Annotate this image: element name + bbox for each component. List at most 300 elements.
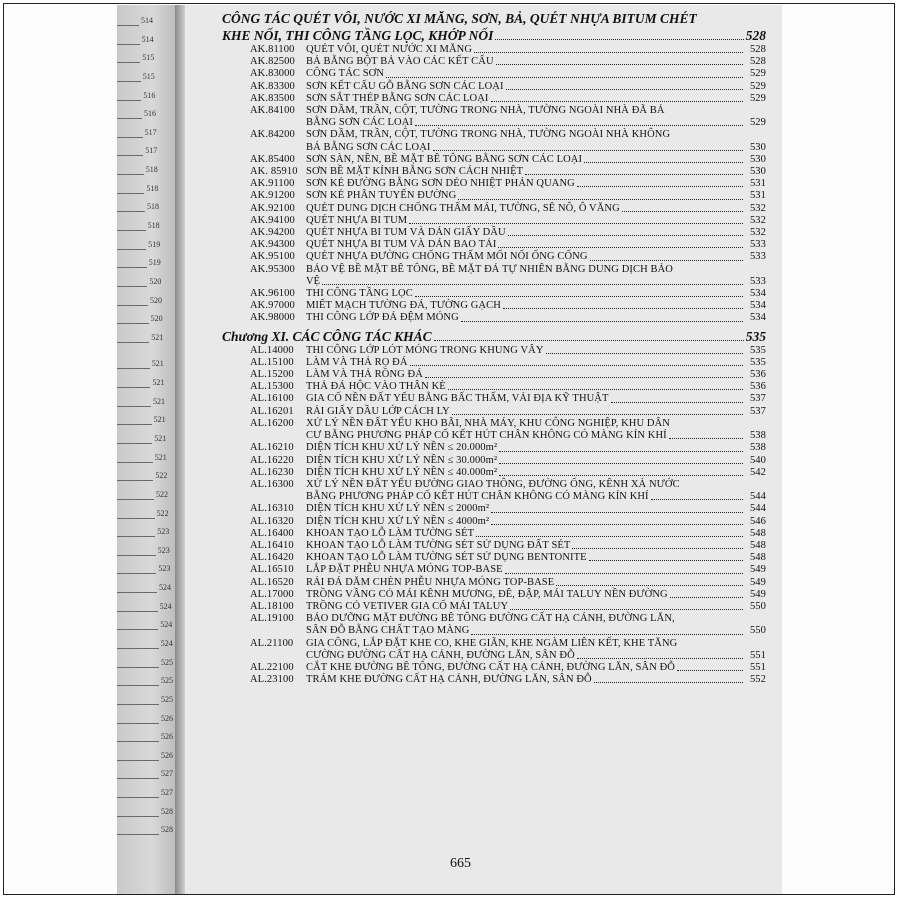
margin-page-number: 521 <box>154 452 167 462</box>
entry-code: AK.98000 <box>250 312 295 324</box>
entry-page: 536 <box>749 369 766 381</box>
entry-text: CƯỜNG ĐƯỜNG CẤT HẠ CÁNH, ĐƯỜNG LĂN, SÂN ĐỖ <box>306 649 575 661</box>
margin-page-number: 525 <box>161 694 173 704</box>
leader-dots <box>476 536 743 537</box>
entry-page: 552 <box>749 674 766 686</box>
margin-leader <box>117 174 144 175</box>
margin-leader <box>117 723 159 724</box>
margin-page-number: 526 <box>161 750 173 760</box>
margin-leader <box>117 81 141 82</box>
entry-code: AL.16230 <box>250 466 294 478</box>
entry-text: QUÉT NHỰA BI TUM <box>306 214 408 226</box>
leader-dots <box>577 186 743 187</box>
entry-page: 551 <box>749 649 766 661</box>
margin-page-number: 523 <box>157 527 170 537</box>
entry-text: DIỆN TÍCH KHU XỬ LÝ NỀN ≤ 2000m² <box>306 503 490 515</box>
entry-page: 529 <box>749 68 766 80</box>
entry-text: BẰNG SƠN CÁC LOẠI <box>306 117 413 129</box>
entry-page: 549 <box>749 564 766 576</box>
entry-page: 548 <box>749 552 766 564</box>
entry-text: LẮP ĐẶT PHỄU NHỰA MÓNG TOP-BASE <box>306 564 503 576</box>
leader-dots <box>510 609 743 610</box>
entry-page: 533 <box>749 275 766 287</box>
entry-page: 540 <box>749 454 766 466</box>
toc-entry <box>250 154 766 166</box>
toc-entry <box>250 393 766 405</box>
entry-code: AL.22100 <box>250 661 294 673</box>
entry-code: AL.16201 <box>250 405 294 417</box>
toc-entry <box>250 227 766 239</box>
toc-entry <box>250 129 766 153</box>
entry-text: KHOAN TẠO LỖ LÀM TƯỜNG SÉT SỬ DỤNG BENTONITE <box>306 552 587 564</box>
leader-dots <box>461 321 743 322</box>
entry-page: 535 <box>749 344 766 356</box>
entry-text: SƠN SÀN, NỀN, BỀ MẶT BÊ TÔNG BẰNG SƠN CÁC LOẠI <box>306 153 583 165</box>
section-heading-line2 <box>222 27 766 44</box>
entry-code: AL.16300 <box>250 478 294 490</box>
toc-entry <box>250 662 766 674</box>
margin-leader <box>117 118 142 119</box>
margin-page-number: 514 <box>141 34 154 44</box>
entry-text: BẢ BẰNG BỘT BẢ VÀO CÁC KẾT CẤU <box>306 56 494 68</box>
margin-page-number: 516 <box>144 109 156 119</box>
entry-page: 536 <box>749 381 766 393</box>
entry-text: THI CÔNG LỚP ĐÁ ĐỆM MÓNG <box>306 312 459 324</box>
chapter-heading <box>222 328 766 345</box>
entry-code: AL.18100 <box>250 600 294 612</box>
margin-page-number: 518 <box>147 202 159 212</box>
entry-page: 529 <box>749 80 766 92</box>
toc-entry <box>250 442 766 454</box>
entry-page: 534 <box>749 288 766 300</box>
entry-text: QUÉT DUNG DỊCH CHỐNG THẤM MÁI, TƯỜNG, SÊ NÔ, Ô VĂNG <box>306 202 620 214</box>
toc-entry <box>250 369 766 381</box>
leader-dots <box>584 162 743 163</box>
entry-page: 550 <box>749 625 766 637</box>
margin-page-number: 515 <box>142 71 155 81</box>
margin-leader <box>117 741 159 742</box>
entry-code: AL.16210 <box>250 442 294 454</box>
leader-dots <box>452 414 743 415</box>
entry-text: CƯ BẰNG PHƯƠNG PHÁP CỐ KẾT HÚT CHÂN KHÔNG CÓ MÀNG KÍN KHÍ <box>306 430 667 442</box>
entry-page: 548 <box>749 539 766 551</box>
entry-text: QUÉT VÔI, QUÉT NƯỚC XI MĂNG <box>306 44 473 55</box>
entry-code: AK.96100 <box>250 288 295 300</box>
entry-text: MIẾT MẠCH TƯỜNG ĐÁ, TƯỜNG GẠCH <box>306 300 501 312</box>
margin-page-number: 524 <box>159 583 171 593</box>
entry-text: THI CÔNG TẦNG LỌC <box>306 288 413 300</box>
toc-entry <box>250 467 766 479</box>
margin-leader <box>117 230 146 231</box>
entry-text: SƠN KẺ ĐƯỜNG BẰNG SƠN DẺO NHIỆT PHẢN QUANG <box>306 178 575 190</box>
margin-page-number: 521 <box>153 415 166 425</box>
margin-page-number: 521 <box>151 359 164 369</box>
margin-leader <box>117 342 149 343</box>
margin-leader <box>117 834 159 835</box>
entry-text: DIỆN TÍCH KHU XỬ LÝ NỀN ≤ 20.000m² <box>306 442 498 454</box>
margin-page-number: 520 <box>150 314 163 324</box>
toc-entry <box>250 178 766 190</box>
entry-page: 538 <box>749 442 766 454</box>
entry-code: AK.94200 <box>250 227 295 239</box>
entry-code: AL.16400 <box>250 527 294 539</box>
entry-code: AK.95100 <box>250 251 295 263</box>
margin-leader <box>117 211 145 212</box>
chapter-entries <box>250 345 766 687</box>
margin-leader <box>117 685 159 686</box>
margin-leader <box>117 629 158 630</box>
margin-page-number: 521 <box>154 434 167 443</box>
leader-dots <box>622 211 743 212</box>
margin-page-number: 528 <box>161 806 173 816</box>
leader-dots <box>499 451 743 452</box>
margin-leader <box>117 592 157 593</box>
margin-leader <box>117 267 147 268</box>
toc-entry <box>250 68 766 80</box>
entry-page: 549 <box>749 576 766 588</box>
leader-dots <box>594 682 743 683</box>
margin-page-number: 522 <box>155 471 168 481</box>
leader-dots <box>499 475 743 476</box>
toc-entry <box>250 56 766 68</box>
entry-text: QUÉT NHỰA ĐƯỜNG CHỐNG THẤM MỐI NỐI ỐNG CỐNG <box>306 251 588 263</box>
margin-leader <box>117 44 140 45</box>
entry-code: AL.16510 <box>250 564 294 576</box>
entry-page: 529 <box>749 117 766 129</box>
leader-dots <box>611 402 743 403</box>
entry-page: 531 <box>749 190 766 202</box>
entry-text: TRỒNG CỎ VETIVER GIA CỐ MÁI TALUY <box>306 600 509 612</box>
margin-leader <box>117 25 139 26</box>
entry-text: KHOAN TẠO LỖ LÀM TƯỜNG SÉT <box>306 527 475 539</box>
leader-dots <box>491 101 744 102</box>
entry-page: 546 <box>749 515 766 527</box>
entry-text: QUÉT NHỰA BI TUM VÀ DÁN GIẤY DẦU <box>306 227 506 239</box>
entry-code: AL.16220 <box>250 454 294 466</box>
entry-text: SƠN SẮT THÉP BẰNG SƠN CÁC LOẠI <box>306 92 489 104</box>
margin-leader <box>117 368 150 369</box>
leader-dots <box>498 247 743 248</box>
toc-entry <box>250 215 766 227</box>
leader-dots <box>506 89 743 90</box>
entry-page: 544 <box>749 491 766 503</box>
margin-leader <box>117 424 152 425</box>
margin-leader <box>117 286 147 287</box>
entry-text: SƠN DẦM, TRẦN, CỘT, TƯỜNG TRONG NHÀ, TƯỜNG NGOÀI NHÀ ĐÃ BẢ <box>306 105 665 117</box>
entry-text: XỬ LÝ NỀN ĐẤT YẾU ĐƯỜNG GIAO THÔNG, ĐƯỜNG ỐNG, KÊNH XẢ NƯỚC <box>306 478 680 490</box>
margin-leader <box>117 462 153 463</box>
margin-leader <box>117 406 151 407</box>
entry-text: BẢO DƯỠNG MẶT ĐƯỜNG BÊ TÔNG ĐƯỜNG CẤT HẠ CÁNH, ĐƯỜNG LĂN, <box>306 613 675 625</box>
entry-page: 530 <box>749 153 766 165</box>
entry-code: AL.16420 <box>250 552 294 564</box>
toc-entry <box>250 44 766 56</box>
leader-dots <box>386 77 743 78</box>
section-heading: CÔNG TÁC QUÉT VÔI, NƯỚC XI MĂNG, SƠN, BẢ, QUÉT NHỰA BITUM CHÉT <box>222 11 697 26</box>
entry-code: AK.83000 <box>250 68 295 80</box>
entry-page: 548 <box>749 527 766 539</box>
entry-code: AL.16200 <box>250 417 294 429</box>
margin-leader <box>117 249 146 250</box>
entry-page: 533 <box>749 251 766 263</box>
right-background <box>782 5 894 894</box>
toc-entry <box>250 406 766 418</box>
entry-text: SƠN BỀ MẶT KÍNH BẰNG SƠN CÁCH NHIỆT <box>306 166 524 178</box>
entry-code: AK.97000 <box>250 300 295 312</box>
entry-text: QUÉT NHỰA BI TUM VÀ DÁN BAO TẢI <box>306 239 497 251</box>
margin-leader <box>117 573 156 574</box>
toc-entry <box>250 674 766 686</box>
toc-entry <box>250 203 766 215</box>
margin-leader <box>117 443 152 444</box>
previous-page-edge <box>117 5 175 894</box>
margin-page-number: 520 <box>150 295 162 305</box>
margin-page-number: 524 <box>160 620 173 630</box>
entry-page: 532 <box>749 214 766 226</box>
margin-leader <box>117 499 154 500</box>
entry-page: 528 <box>749 56 766 68</box>
table-of-contents <box>222 10 766 686</box>
leader-dots <box>589 560 743 561</box>
entry-text: THI CÔNG LỚP LÓT MÓNG TRONG KHUNG VÂY <box>306 344 544 356</box>
entry-text: GIA CÔNG, LẮP ĐẶT KHE CO, KHE GIÃN, KHE NGÀM LIÊN KẾT, KHE TĂNG <box>306 637 678 649</box>
entry-code: AL.21100 <box>250 637 294 649</box>
entry-page: 528 <box>749 44 766 55</box>
margin-page-number: 528 <box>161 825 173 835</box>
entry-code: AL.15200 <box>250 369 294 381</box>
entry-page: 530 <box>749 166 766 178</box>
leader-dots <box>572 548 743 549</box>
entry-text: LÀM VÀ THẢ RỒNG ĐÁ <box>306 369 423 381</box>
margin-page-number: 517 <box>144 127 157 137</box>
margin-leader <box>117 62 140 63</box>
leader-dots <box>433 150 743 151</box>
leader-dots <box>425 377 743 378</box>
entry-page: 533 <box>749 239 766 251</box>
margin-leader <box>117 305 148 306</box>
entry-code: AL.16310 <box>250 503 294 515</box>
toc-entry <box>250 601 766 613</box>
entry-page: 535 <box>749 356 766 368</box>
entry-page: 532 <box>749 227 766 239</box>
toc-entry <box>250 345 766 357</box>
entry-page: 531 <box>749 178 766 190</box>
section-entries <box>250 44 766 325</box>
margin-page-number: 515 <box>142 53 155 63</box>
toc-entry <box>250 528 766 540</box>
book-gutter <box>175 5 185 894</box>
entry-text: THẢ ĐÁ HỘC VÀO THÂN KÈ <box>306 381 446 393</box>
entry-code: AK.85400 <box>250 153 295 165</box>
margin-leader <box>117 816 159 817</box>
entry-text: CẮT KHE ĐƯỜNG BÊ TÔNG, ĐƯỜNG CẤT HẠ CÁNH, ĐƯỜNG LĂN, SÂN ĐỖ <box>306 661 675 673</box>
toc-entry <box>250 552 766 564</box>
entry-code: AL.16410 <box>250 539 294 551</box>
toc-entry <box>250 81 766 93</box>
leader-dots <box>505 573 743 574</box>
margin-leader <box>117 778 159 779</box>
entry-page: 532 <box>749 202 766 214</box>
toc-entry <box>250 479 766 503</box>
entry-code: AL.15100 <box>250 356 294 368</box>
margin-page-number: 518 <box>145 165 158 175</box>
toc-entry <box>250 300 766 312</box>
entry-code: AL.17000 <box>250 588 294 600</box>
toc-entry <box>250 503 766 515</box>
entry-text: XỬ LÝ NỀN ĐẤT YẾU KHO BÃI, NHÀ MÁY, KHU CÔNG NGHIỆP, KHU DÂN <box>306 417 670 429</box>
entry-code: AL.16100 <box>250 393 294 405</box>
toc-entry <box>250 381 766 393</box>
entry-text: SƠN DẦM, TRẦN, CỘT, TƯỜNG TRONG NHÀ, TƯỜNG NGOÀI NHÀ KHÔNG <box>306 129 671 141</box>
leader-dots <box>474 52 743 53</box>
margin-leader <box>117 323 149 324</box>
margin-page-number: 517 <box>145 146 158 156</box>
margin-page-number: 525 <box>161 657 173 667</box>
entry-text: DIỆN TÍCH KHU XỬ LÝ NỀN ≤ 4000m² <box>306 515 490 527</box>
margin-page-number: 514 <box>141 16 153 25</box>
entry-text: RẢI GIẤY DẦU LỚP CÁCH LY <box>306 405 450 417</box>
leader-dots <box>590 260 743 261</box>
margin-page-number: 524 <box>160 639 173 648</box>
leader-dots <box>458 199 743 200</box>
leader-dots <box>651 499 743 500</box>
margin-leader <box>117 518 155 519</box>
entry-code: AK.84100 <box>250 105 295 117</box>
leader-dots <box>491 512 743 513</box>
margin-leader <box>117 137 143 138</box>
toc-entry <box>250 105 766 129</box>
toc-entry <box>250 251 766 263</box>
entry-text: DIỆN TÍCH KHU XỬ LÝ NỀN ≤ 40.000m² <box>306 466 498 478</box>
leader-dots <box>409 223 743 224</box>
margin-leader <box>117 797 159 798</box>
entry-text: BẢ BẰNG SƠN CÁC LOẠI <box>306 141 431 153</box>
margin-page-number: 521 <box>151 332 164 342</box>
entry-code: AK.83500 <box>250 92 295 104</box>
section-title: KHE NỐI, THI CÔNG TẦNG LỌC, KHỚP NỐI <box>222 28 494 43</box>
toc-entry <box>250 638 766 662</box>
entry-code: AK.81100 <box>250 44 295 55</box>
entry-page: 530 <box>749 141 766 153</box>
entry-code: AL.16320 <box>250 515 294 527</box>
entry-page: 538 <box>749 430 766 442</box>
chapter-page: 535 <box>745 328 766 344</box>
entry-text: BẰNG PHƯƠNG PHÁP CỐ KẾT HÚT CHÂN KHÔNG CÓ MÀNG KÍN KHÍ <box>306 491 649 503</box>
entry-page: 550 <box>749 600 766 612</box>
entry-page: 544 <box>749 503 766 515</box>
entry-page: 534 <box>749 312 766 324</box>
margin-leader <box>117 611 158 612</box>
entry-code: AK.83300 <box>250 80 295 92</box>
toc-entry <box>250 93 766 105</box>
entry-page: 529 <box>749 92 766 104</box>
margin-page-number: 518 <box>146 183 159 193</box>
chapter-title: Chương XI. CÁC CÔNG TÁC KHÁC <box>222 328 432 344</box>
leader-dots <box>496 64 743 65</box>
entry-code: AL.16520 <box>250 576 294 588</box>
entry-text: CÔNG TÁC SƠN <box>306 68 385 80</box>
toc-entry <box>250 613 766 637</box>
leader-dots <box>503 308 743 309</box>
leader-dots <box>499 463 743 464</box>
toc-entry <box>250 418 766 442</box>
margin-leader <box>117 648 159 649</box>
margin-leader <box>117 536 155 537</box>
margin-page-number: 520 <box>149 276 162 286</box>
entry-text: KHOAN TẠO LỖ LÀM TƯỜNG SÉT SỬ DỤNG ĐẤT SÉT <box>306 539 571 551</box>
toc-entry <box>250 516 766 528</box>
entry-code: AL.15300 <box>250 381 294 393</box>
margin-page-number: 526 <box>161 732 173 742</box>
leader-dots <box>491 524 743 525</box>
margin-leader <box>117 193 144 194</box>
leader-dots <box>434 340 744 341</box>
margin-page-number: 524 <box>159 601 172 611</box>
margin-page-number: 521 <box>152 378 165 388</box>
margin-leader <box>117 667 159 668</box>
entry-page: 537 <box>749 393 766 405</box>
entry-page: 542 <box>749 466 766 478</box>
margin-leader <box>117 760 159 761</box>
leader-dots <box>525 174 743 175</box>
margin-leader <box>117 387 150 388</box>
margin-page-number: 519 <box>148 239 161 249</box>
entry-page: 549 <box>749 588 766 600</box>
entry-code: AK.94100 <box>250 214 295 226</box>
entry-text: VỆ <box>306 275 321 287</box>
margin-page-number: 526 <box>161 713 173 723</box>
entry-text: TRÁM KHE ĐƯỜNG CẤT HẠ CÁNH, ĐƯỜNG LĂN, SÂN ĐỖ <box>306 674 592 686</box>
leader-dots <box>556 585 743 586</box>
toc-entry <box>250 577 766 589</box>
entry-text: BẢO VỆ BỀ MẶT BÊ TÔNG, BỀ MẶT ĐÁ TỰ NHIÊN BẰNG DUNG DỊCH BẢO <box>306 263 673 275</box>
entry-text: GIA CỐ NỀN ĐẤT YẾU BẰNG BẤC THẤM, VẢI ĐỊA KỸ THUẬT <box>306 393 609 405</box>
margin-leader <box>117 555 156 556</box>
margin-leader <box>117 155 143 156</box>
margin-leader <box>117 704 159 705</box>
leader-dots <box>415 125 743 126</box>
entry-text: SƠN KẾT CẤU GỖ BẰNG SƠN CÁC LOẠI <box>306 80 504 92</box>
entry-text: LÀM VÀ THẢ RỌ ĐÁ <box>306 356 408 368</box>
entry-page: 551 <box>749 661 766 673</box>
toc-entry <box>250 564 766 576</box>
leader-dots <box>577 658 743 659</box>
entry-text: SƠN KẺ PHÂN TUYẾN ĐƯỜNG <box>306 190 457 202</box>
entry-text: TRỒNG VẦNG CỎ MÁI KÊNH MƯƠNG, ĐÊ, ĐẬP, MÁI TALUY NỀN ĐƯỜNG <box>306 588 668 600</box>
margin-page-number: 523 <box>158 564 171 574</box>
entry-text: RẢI ĐÁ DĂM CHÈN PHỄU NHỰA MÓNG TOP-BASE <box>306 576 555 588</box>
entry-code: AK.84200 <box>250 129 295 141</box>
leader-dots <box>471 634 743 635</box>
entry-code: AK. 85910 <box>250 166 298 178</box>
margin-page-number: 518 <box>147 221 160 230</box>
entry-page: 537 <box>749 405 766 417</box>
leader-dots <box>677 670 743 671</box>
entry-code: AK.94300 <box>250 239 295 251</box>
entry-text: SÂN ĐỖ BẰNG CHẤT TẠO MÀNG <box>306 625 470 637</box>
leader-dots <box>322 284 743 285</box>
entry-text: DIỆN TÍCH KHU XỬ LÝ NỀN ≤ 30.000m² <box>306 454 498 466</box>
margin-page-number: 523 <box>157 545 170 555</box>
leader-dots <box>670 597 743 598</box>
leader-dots <box>495 39 743 40</box>
entry-code: AL.14000 <box>250 344 294 356</box>
margin-page-number: 522 <box>156 489 168 499</box>
entry-code: AL.23100 <box>250 674 294 686</box>
entry-code: AK.92100 <box>250 202 295 214</box>
entry-code: AL.19100 <box>250 613 294 625</box>
entry-code: AK.82500 <box>250 56 295 68</box>
